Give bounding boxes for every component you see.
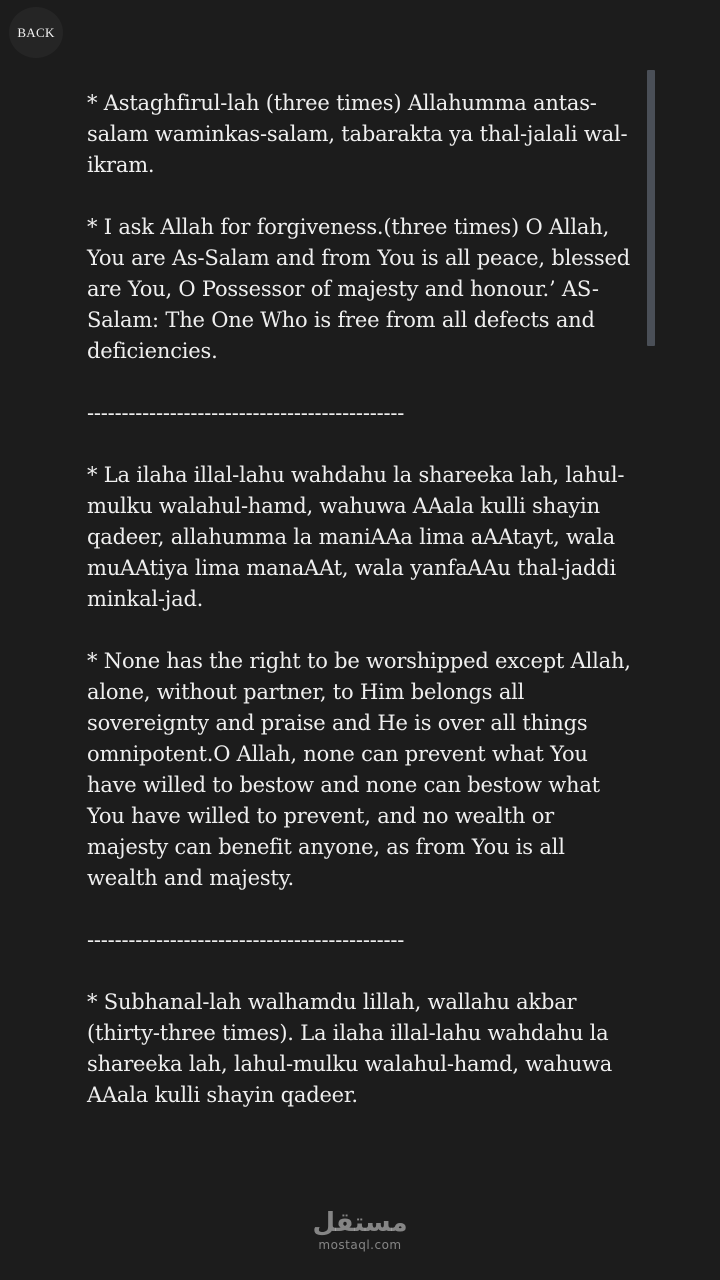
dhikr-text: * Astaghfirul-lah (three times) Allahumma antas-salam waminkas-salam, tabarakta ya thal-jalali wal-ikram. * I ask Allah for forgiveness.(three times) O Allah, You are As-Salam and from You is all peace, blessed are You, O Possessor of majesty and honour.’ AS-Salam: The One Who is free from all defects and deficiencies. ---------------------------------------------- * La ilaha illal-lahu wahdahu la shareeka lah, lahul-mulku walahul-hamd, wahuwa AAala kulli shayin qadeer, allahumma la maniAAa lima aAAtayt, wala muAAtiya lima manaAAt, wala yanfaAAu thal-jaddi minkal-jad. * None has the right to be worshipped except Allah, alone, without partner, to Him belongs all sovereignty and praise and He is over all things omnipotent.O Allah, none can prevent what You have willed to bestow and none can bestow what You have willed to prevent, and no wealth or majesty can benefit anyone, as from You is all wealth and majesty. ---------------------------------------------- * Subhanal-lah walhamdu lillah, wallahu akbar (thirty-three times). La ilaha illal-lahu wahdahu la shareeka lah, lahul-mulku walahul-hamd, wahuwa AAala kulli shayin qadeer. xyxy=(87,91,631,1107)
scrollbar-thumb[interactable] xyxy=(647,70,655,346)
back-button-label: BACK xyxy=(17,24,55,40)
back-button[interactable] xyxy=(9,7,63,58)
watermark-latin: mostaql.com xyxy=(318,1238,402,1252)
content-scroll-area[interactable] xyxy=(0,70,660,1170)
watermark-logo xyxy=(300,1208,420,1252)
watermark-arabic: مستقل xyxy=(312,1208,408,1238)
